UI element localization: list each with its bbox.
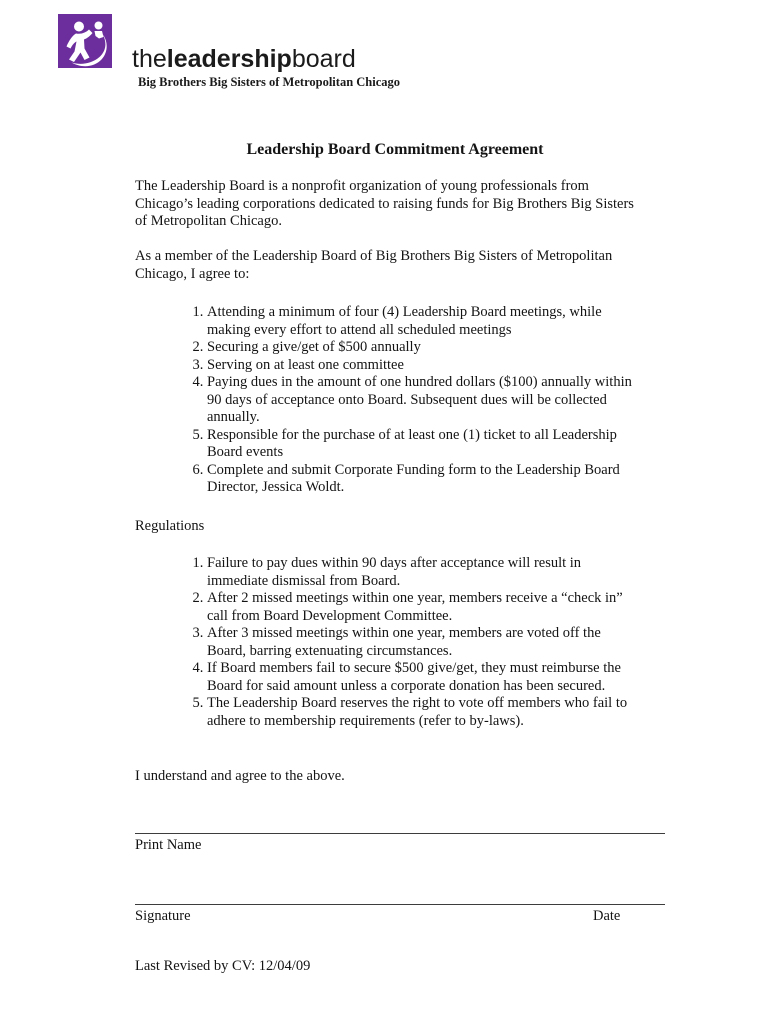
bbbs-logo (58, 14, 112, 68)
signature-label: Signature (135, 908, 191, 924)
print-name-label: Print Name (135, 836, 202, 853)
document-title: Leadership Board Commitment Agreement (246, 141, 544, 158)
regulations-list (135, 555, 643, 730)
print-name-field[interactable] (135, 833, 665, 855)
brand-suffix: board (291, 45, 356, 73)
brand-wordmark (132, 46, 356, 72)
regulation-item: 1. Failure to pay dues within 90 days after acceptance will result in immediate dismissal from Board. (207, 555, 643, 590)
brand-tagline: Big Brothers Big Sisters of Metropolitan Chicago (138, 75, 401, 89)
revision-note: Last Revised by CV: 12/04/09 (135, 957, 311, 974)
date-label: Date (593, 908, 621, 924)
membership-lead-paragraph: As a member of the Leadership Board of Big Brothers Big Sisters of Metropolitan Chicago, I agree to: (135, 248, 613, 282)
brand-emphasis: leadership (166, 45, 292, 73)
commitment-item: 3. Serving on at least one committee (207, 357, 643, 375)
commitment-item: 6. Complete and submit Corporate Funding form to the Leadership Board Director, Jessica Woldt. (207, 462, 643, 497)
regulation-item: 4. If Board members fail to secure $500 give/get, they must reimburse the Board for said amount unless a corporate donation has been secured. (207, 660, 643, 695)
acknowledgement-line: I understand and agree to the above. (135, 768, 345, 784)
signature-date-field[interactable] (135, 904, 665, 926)
regulation-item: 3. After 3 missed meetings within one year, members are voted off the Board, barring extenuating circumstances. (207, 625, 643, 660)
bbbs-figures-icon (58, 14, 112, 68)
regulations-heading: Regulations (135, 517, 205, 534)
commitments-list (135, 304, 643, 497)
commitment-item: 2. Securing a give/get of $500 annually (207, 339, 643, 357)
brand-prefix: the (132, 45, 167, 73)
regulation-item: 5. The Leadership Board reserves the right to vote off members who fail to adhere to membership requirements (refer to by-laws). (207, 695, 643, 730)
commitment-item: 5. Responsible for the purchase of at least one (1) ticket to all Leadership Board events (207, 427, 643, 462)
document-content (135, 140, 665, 975)
intro-paragraph: The Leadership Board is a nonprofit organization of young professionals from Chicago’s leading corporations dedicated to raising funds for Big Brothers Big Sisters of Metropolitan Chicago. (135, 178, 634, 229)
regulation-item: 2. After 2 missed meetings within one year, members receive a “check in” call from Board Development Committee. (207, 590, 643, 625)
commitment-item: 4. Paying dues in the amount of one hundred dollars ($100) annually within 90 days of acceptance onto Board. Subsequent dues will be collected annually. (207, 374, 643, 427)
commitment-item: 1. Attending a minimum of four (4) Leadership Board meetings, while making every effort to attend all scheduled meetings (207, 304, 643, 339)
